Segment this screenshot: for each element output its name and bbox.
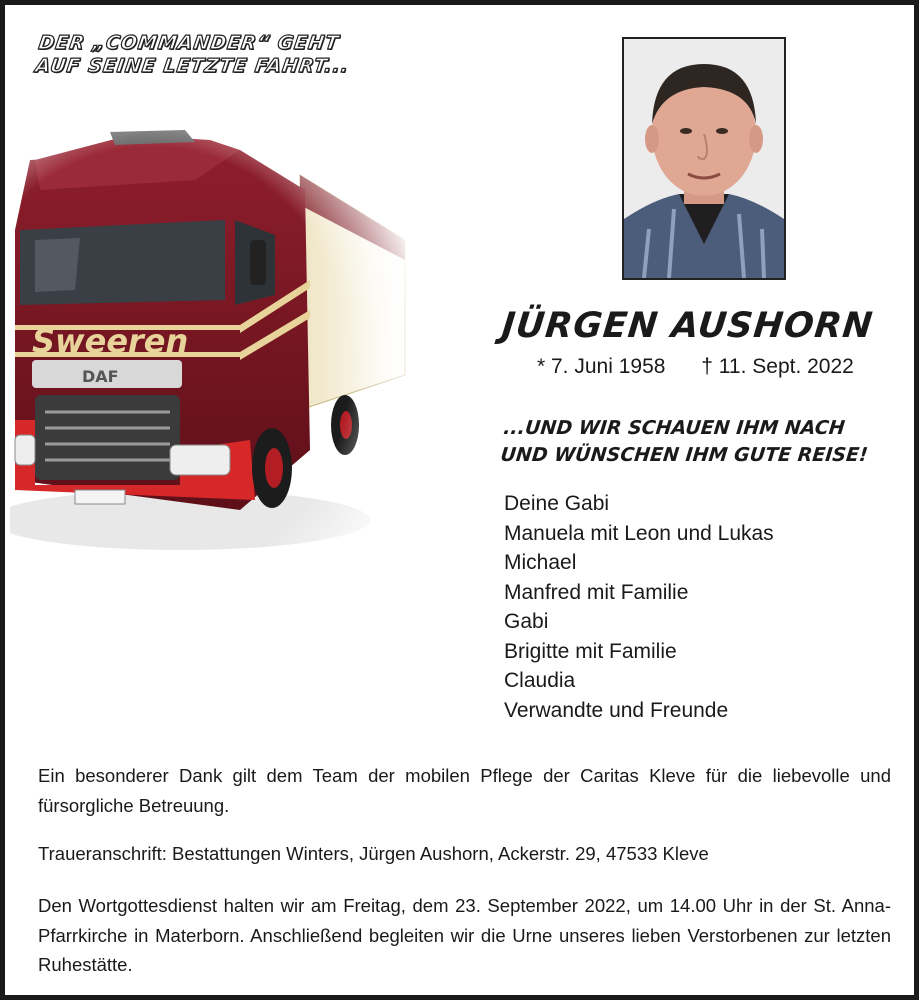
headline: [34, 32, 354, 78]
headline-line-1: DER „COMMANDER“ GEHT: [37, 32, 341, 54]
mourner-item: Manfred mit Familie: [504, 580, 689, 604]
deceased-name: JÜRGEN AUSHORN: [499, 306, 876, 346]
mourner-item: Gabi: [504, 610, 549, 633]
motto: [499, 415, 872, 469]
service-paragraph: Den Wortgottesdienst halten wir am Freitag, dem 23. September 2022, um 14.00 Uhr in der St. Anna-Pfarrkirche in Materborn. Anschließend begleiten wir die Urne unseres lieben Verstorbenen zur letzten Ruhestätte.: [38, 895, 891, 975]
thanks-paragraph: Ein besonderer Dank gilt dem Team der mobilen Pflege der Caritas Kleve für die liebevolle und fürsorgliche Betreuung.: [38, 765, 891, 816]
mourner-item: Claudia: [504, 669, 576, 692]
address-paragraph: Traueranschrift: Bestattungen Winters, Jürgen Aushorn, Ackerstr. 29, 47533 Kleve: [38, 843, 709, 864]
truck-image: [10, 120, 415, 565]
portrait-photo: [622, 37, 786, 280]
birth-date: * 7. Juni 1958: [537, 355, 666, 378]
mourners-list: [504, 489, 774, 725]
mourner-item: Brigitte mit Familie: [504, 639, 677, 663]
mourner-item: Verwandte und Freunde: [504, 698, 729, 722]
life-dates: [537, 353, 854, 381]
mourner-item: Manuela mit Leon und Lukas: [504, 521, 774, 545]
motto-line-1: ...UND WIR SCHAUEN IHM NACH: [502, 417, 846, 439]
mourner-item: Michael: [504, 551, 577, 574]
death-date: † 11. Sept. 2022: [701, 355, 854, 378]
mourner-item: Deine Gabi: [504, 492, 610, 515]
headline-line-2: AUF SEINE LETZTE FAHRT...: [33, 55, 351, 77]
motto-line-2: UND WÜNSCHEN IHM GUTE REISE!: [499, 444, 869, 466]
